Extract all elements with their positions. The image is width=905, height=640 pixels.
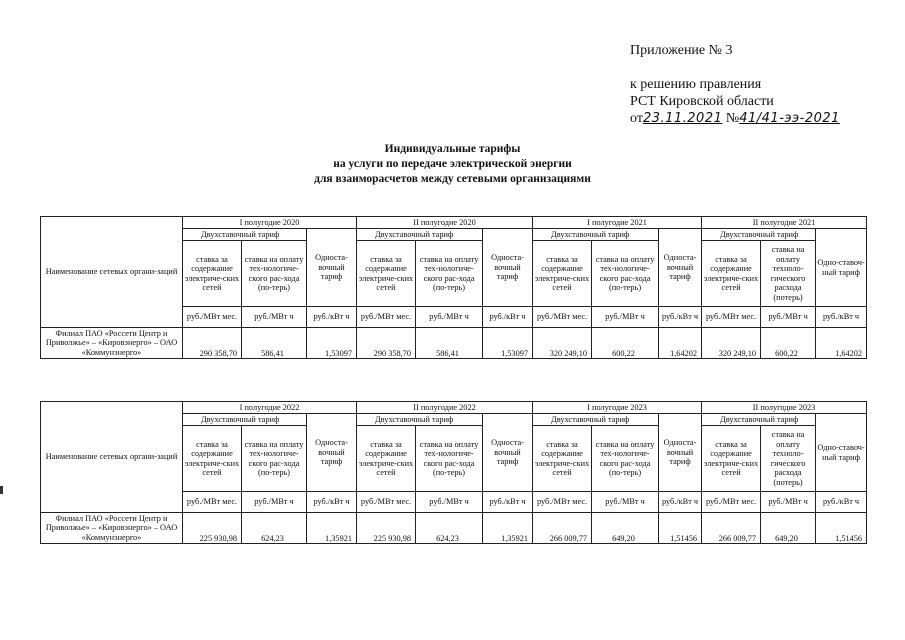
tariff-value: 649,20 bbox=[592, 513, 659, 544]
org-name-header: Наименование сетевых органи-заций bbox=[41, 217, 183, 328]
maint-rate-header: ставка за содержание электриче-ских сетей bbox=[183, 426, 242, 492]
unit-maint: руб./МВт мес. bbox=[357, 307, 416, 328]
unit-loss: руб./МВт ч bbox=[592, 307, 659, 328]
unit-loss: руб./МВт ч bbox=[242, 307, 307, 328]
period-header: II полугодие 2021 bbox=[702, 217, 867, 229]
unit-maint: руб./МВт мес. bbox=[183, 307, 242, 328]
tariff-value: 586,41 bbox=[416, 328, 483, 359]
document-title bbox=[0, 142, 905, 187]
unit-single: руб./кВт ч bbox=[659, 307, 702, 328]
unit-single: руб./кВт ч bbox=[659, 492, 702, 513]
tariff-value: 1,51456 bbox=[816, 513, 867, 544]
tariff-value: 1,64202 bbox=[659, 328, 702, 359]
maint-rate-header: ставка за содержание электриче-ских сетей bbox=[357, 241, 416, 307]
annex-date-line bbox=[630, 110, 840, 127]
period-header: II полугодие 2020 bbox=[357, 217, 533, 229]
period-header: I полугодие 2023 bbox=[533, 402, 702, 414]
tariff-value: 1,53097 bbox=[307, 328, 357, 359]
annex-from: от bbox=[630, 111, 643, 126]
period-header: II полугодие 2023 bbox=[702, 402, 867, 414]
maint-rate-header: ставка за содержание электриче-ских сетей bbox=[702, 241, 761, 307]
tariff-value: 1,64202 bbox=[816, 328, 867, 359]
unit-single: руб./кВт ч bbox=[483, 492, 533, 513]
single-rate-header: Одно-ставоч-ный тариф bbox=[816, 229, 867, 307]
unit-maint: руб./МВт мес. bbox=[533, 492, 592, 513]
tariff-table-2020-2021 bbox=[40, 216, 867, 359]
title-line-2: на услуги по передаче электрической энергии bbox=[333, 158, 572, 170]
unit-single: руб./кВт ч bbox=[483, 307, 533, 328]
loss-rate-header: ставка на оплату тех-нологиче-ского рас-хода (по-терь) bbox=[592, 241, 659, 307]
unit-maint: руб./МВт мес. bbox=[357, 492, 416, 513]
single-rate-header: Односта-вочный тариф bbox=[307, 229, 357, 307]
two-part-header: Двухставочный тариф bbox=[183, 229, 307, 241]
single-rate-header: Односта-вочный тариф bbox=[659, 414, 702, 492]
two-part-header: Двухставочный тариф bbox=[702, 414, 816, 426]
maint-rate-header: ставка за содержание электриче-ских сетей bbox=[357, 426, 416, 492]
tariff-value: 290 358,70 bbox=[183, 328, 242, 359]
annex-line-2: РСТ Кировской области bbox=[630, 94, 774, 109]
unit-loss: руб./МВт ч bbox=[416, 492, 483, 513]
tariff-value: 266 009,77 bbox=[702, 513, 761, 544]
period-header: I полугодие 2022 bbox=[183, 402, 357, 414]
maint-rate-header: ставка за содержание электриче-ских сетей bbox=[702, 426, 761, 492]
title-line-1: Индивидуальные тарифы bbox=[384, 143, 521, 155]
loss-rate-header: ставка на оплату тех-нологиче-ского рас-хода (по-терь) bbox=[416, 241, 483, 307]
annex-number: Приложение № 3 bbox=[630, 43, 733, 58]
single-rate-header: Односта-вочный тариф bbox=[659, 229, 702, 307]
unit-maint: руб./МВт мес. bbox=[183, 492, 242, 513]
annex-num-sign: № bbox=[725, 111, 740, 126]
single-rate-header: Односта-вочный тариф bbox=[483, 414, 533, 492]
tariff-value: 1,35921 bbox=[483, 513, 533, 544]
two-part-header: Двухставочный тариф bbox=[533, 414, 659, 426]
loss-rate-header: ставка на оплату тех-нологиче-ского рас-хода (по-терь) bbox=[592, 426, 659, 492]
loss-rate-header: ставка на оплату тех-нологиче-ского рас-хода (по-терь) bbox=[242, 241, 307, 307]
tariff-table-2022-2023 bbox=[40, 401, 867, 544]
loss-rate-header: ставка на оплату тех-нологиче-ского рас-хода (по-терь) bbox=[416, 426, 483, 492]
loss-rate-header: ставка на оплату техноло-гического расхода (потерь) bbox=[761, 241, 816, 307]
two-part-header: Двухставочный тариф bbox=[357, 414, 483, 426]
annex-date: 23.11.2021 bbox=[642, 111, 723, 126]
tariff-value: 266 009,77 bbox=[533, 513, 592, 544]
unit-loss: руб./МВт ч bbox=[592, 492, 659, 513]
period-header: I полугодие 2021 bbox=[533, 217, 702, 229]
unit-single: руб./кВт ч bbox=[816, 492, 867, 513]
annex-line-1: к решению правления bbox=[630, 77, 762, 92]
tariff-value: 320 249,10 bbox=[533, 328, 592, 359]
org-name-header: Наименование сетевых органи-заций bbox=[41, 402, 183, 513]
table-row bbox=[41, 513, 867, 544]
loss-rate-header: ставка на оплату тех-нологиче-ского рас-хода (по-терь) bbox=[242, 426, 307, 492]
tariff-value: 1,35921 bbox=[307, 513, 357, 544]
maint-rate-header: ставка за содержание электриче-ских сетей bbox=[533, 426, 592, 492]
org-name: Филиал ПАО «Россети Центр и Приволжье» – «Кировэнерго» – ОАО «Коммунэнерго» bbox=[41, 513, 183, 544]
tariff-value: 290 358,70 bbox=[357, 328, 416, 359]
unit-single: руб./кВт ч bbox=[816, 307, 867, 328]
unit-loss: руб./МВт ч bbox=[242, 492, 307, 513]
scan-edge-mark bbox=[0, 486, 3, 494]
tariff-value: 624,23 bbox=[242, 513, 307, 544]
loss-rate-header: ставка на оплату техноло-гического расхода (потерь) bbox=[761, 426, 816, 492]
unit-single: руб./кВт ч bbox=[307, 307, 357, 328]
maint-rate-header: ставка за содержание электриче-ских сетей bbox=[533, 241, 592, 307]
tariff-value: 1,53097 bbox=[483, 328, 533, 359]
two-part-header: Двухставочный тариф bbox=[183, 414, 307, 426]
unit-maint: руб./МВт мес. bbox=[533, 307, 592, 328]
two-part-header: Двухставочный тариф bbox=[357, 229, 483, 241]
two-part-header: Двухставочный тариф bbox=[702, 229, 816, 241]
table-row bbox=[41, 328, 867, 359]
unit-maint: руб./МВт мес. bbox=[702, 492, 761, 513]
unit-single: руб./кВт ч bbox=[307, 492, 357, 513]
unit-maint: руб./МВт мес. bbox=[702, 307, 761, 328]
tariff-value: 1,51456 bbox=[659, 513, 702, 544]
tariff-value: 600,22 bbox=[592, 328, 659, 359]
tariff-value: 320 249,10 bbox=[702, 328, 761, 359]
annex-block bbox=[630, 42, 840, 127]
tariff-value: 624,23 bbox=[416, 513, 483, 544]
period-header: I полугодие 2020 bbox=[183, 217, 357, 229]
single-rate-header: Односта-вочный тариф bbox=[307, 414, 357, 492]
tariff-value: 649,20 bbox=[761, 513, 816, 544]
single-rate-header: Односта-вочный тариф bbox=[483, 229, 533, 307]
unit-loss: руб./МВт ч bbox=[416, 307, 483, 328]
tariff-value: 586,41 bbox=[242, 328, 307, 359]
maint-rate-header: ставка за содержание электриче-ских сетей bbox=[183, 241, 242, 307]
org-name: Филиал ПАО «Россети Центр и Приволжье» – «Кировэнерго» – ОАО «Коммунэнерго» bbox=[41, 328, 183, 359]
title-line-3: для взаиморасчетов между сетевыми организациями bbox=[314, 173, 591, 185]
period-header: II полугодие 2022 bbox=[357, 402, 533, 414]
unit-loss: руб./МВт ч bbox=[761, 307, 816, 328]
tariff-value: 225 930,98 bbox=[183, 513, 242, 544]
two-part-header: Двухставочный тариф bbox=[533, 229, 659, 241]
unit-loss: руб./МВт ч bbox=[761, 492, 816, 513]
single-rate-header: Одно-ставоч-ный тариф bbox=[816, 414, 867, 492]
tariff-value: 225 930,98 bbox=[357, 513, 416, 544]
tariff-value: 600,22 bbox=[761, 328, 816, 359]
annex-decision-no: 41/41-ээ-2021 bbox=[739, 111, 840, 126]
